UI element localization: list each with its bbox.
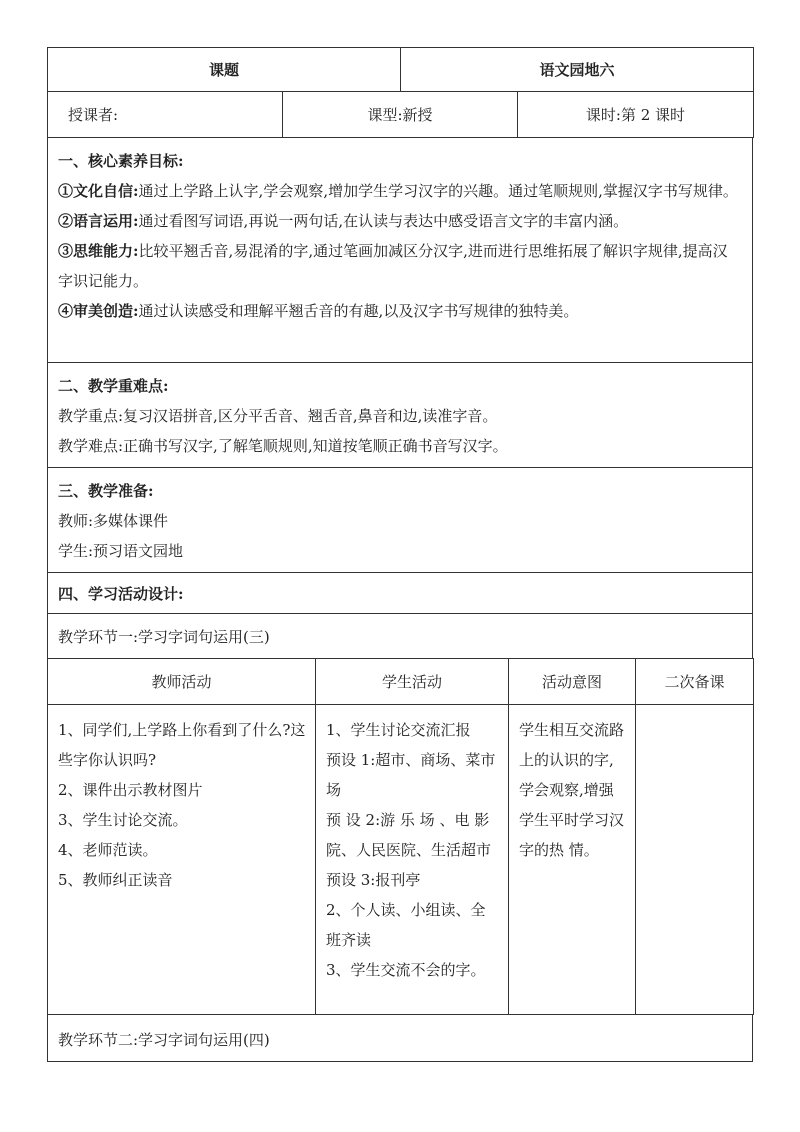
student-activity-item: 预 设 2:游 乐 场 、电 影 院、人民医院、生活超市	[326, 811, 492, 859]
goals-title: 一、核心素养目标:	[58, 152, 184, 170]
stage1-title: 教学环节一:学习字词句运用(三)	[58, 628, 270, 646]
activity-intent	[509, 705, 636, 1015]
stage2-cell	[48, 1015, 753, 1062]
goal-item-2: ②语言运用:通过看图写词语,再说一两句话,在认读与表达中感受语言文字的丰富内涵。	[58, 212, 629, 230]
student-activity-item: 2、个人读、小组读、全班齐读	[326, 901, 486, 949]
col-second-prep: 二次备课	[636, 659, 754, 705]
goal-item-1: ①文化自信:通过上学路上认字,学会观察,增加学生学习汉字的兴趣。通过笔顺规则,掌握汉字书写规律。	[58, 182, 738, 200]
topic-label: 课题	[48, 48, 401, 92]
intent-text: 学生相互交流路上的认识的字,学会观察,增强学生平时学习汉字的热 情。	[519, 721, 625, 859]
header-table	[47, 47, 754, 92]
activity-table	[47, 658, 754, 1015]
keypoints-section	[48, 363, 753, 468]
teacher-field: 授课者:	[48, 92, 283, 138]
lesson-plan	[47, 47, 753, 1062]
lesson-period: 课时:第 2 课时	[518, 92, 754, 138]
prep-teacher: 教师:多媒体课件	[58, 512, 169, 530]
student-activity-item: 预设 1:超市、商场、菜市场	[326, 751, 496, 799]
col-intent: 活动意图	[509, 659, 636, 705]
keypoints-difficulty: 教学难点:正确书写汉字,了解笔顺规则,知道按笔顺正确书音写汉字。	[58, 437, 508, 455]
teacher-activities	[48, 705, 316, 1015]
student-activity-item: 1、学生讨论交流汇报	[326, 721, 471, 739]
stage2-title: 教学环节二:学习字词句运用(四)	[58, 1031, 270, 1049]
col-student-activity: 学生活动	[316, 659, 509, 705]
design-title: 四、学习活动设计:	[58, 585, 184, 603]
prep-title: 三、教学准备:	[58, 482, 154, 500]
student-activities	[316, 705, 509, 1015]
teacher-activity-item: 4、老师范读。	[58, 841, 158, 859]
keypoints-focus: 教学重点:复习汉语拼音,区分平舌音、翘舌音,鼻音和边,读准字音。	[58, 407, 498, 425]
col-teacher-activity: 教师活动	[48, 659, 316, 705]
stage1-cell	[48, 614, 753, 659]
teacher-activity-item: 1、同学们,上学路上你看到了什么?这些字你认识吗?	[58, 721, 306, 769]
goals-section	[48, 138, 753, 363]
topic-value: 语文园地六	[401, 48, 754, 92]
lesson-type: 课型:新授	[283, 92, 518, 138]
student-activity-item: 3、学生交流不会的字。	[326, 961, 486, 979]
teacher-activity-item: 2、课件出示教材图片	[58, 781, 203, 799]
design-title-cell	[48, 573, 753, 614]
content-table	[47, 137, 753, 659]
goal-item-3: ③思维能力:比较平翘舌音,易混淆的字,通过笔画加减区分汉字,进而进行思维拓展了解识字规律,提高汉字识记能力。	[58, 242, 728, 290]
prep-section	[48, 468, 753, 573]
student-activity-item: 预设 3:报刊亭	[326, 871, 421, 889]
info-table	[47, 91, 754, 138]
keypoints-title: 二、教学重难点:	[58, 377, 169, 395]
prep-student: 学生:预习语文园地	[58, 542, 184, 560]
second-prep-cell	[636, 705, 754, 1015]
teacher-activity-item: 3、学生讨论交流。	[58, 811, 188, 829]
stage2-table	[47, 1014, 753, 1062]
teacher-activity-item: 5、教师纠正读音	[58, 871, 173, 889]
goal-item-4: ④审美创造:通过认读感受和理解平翘舌音的有趣,以及汉字书写规律的独特美。	[58, 302, 579, 320]
